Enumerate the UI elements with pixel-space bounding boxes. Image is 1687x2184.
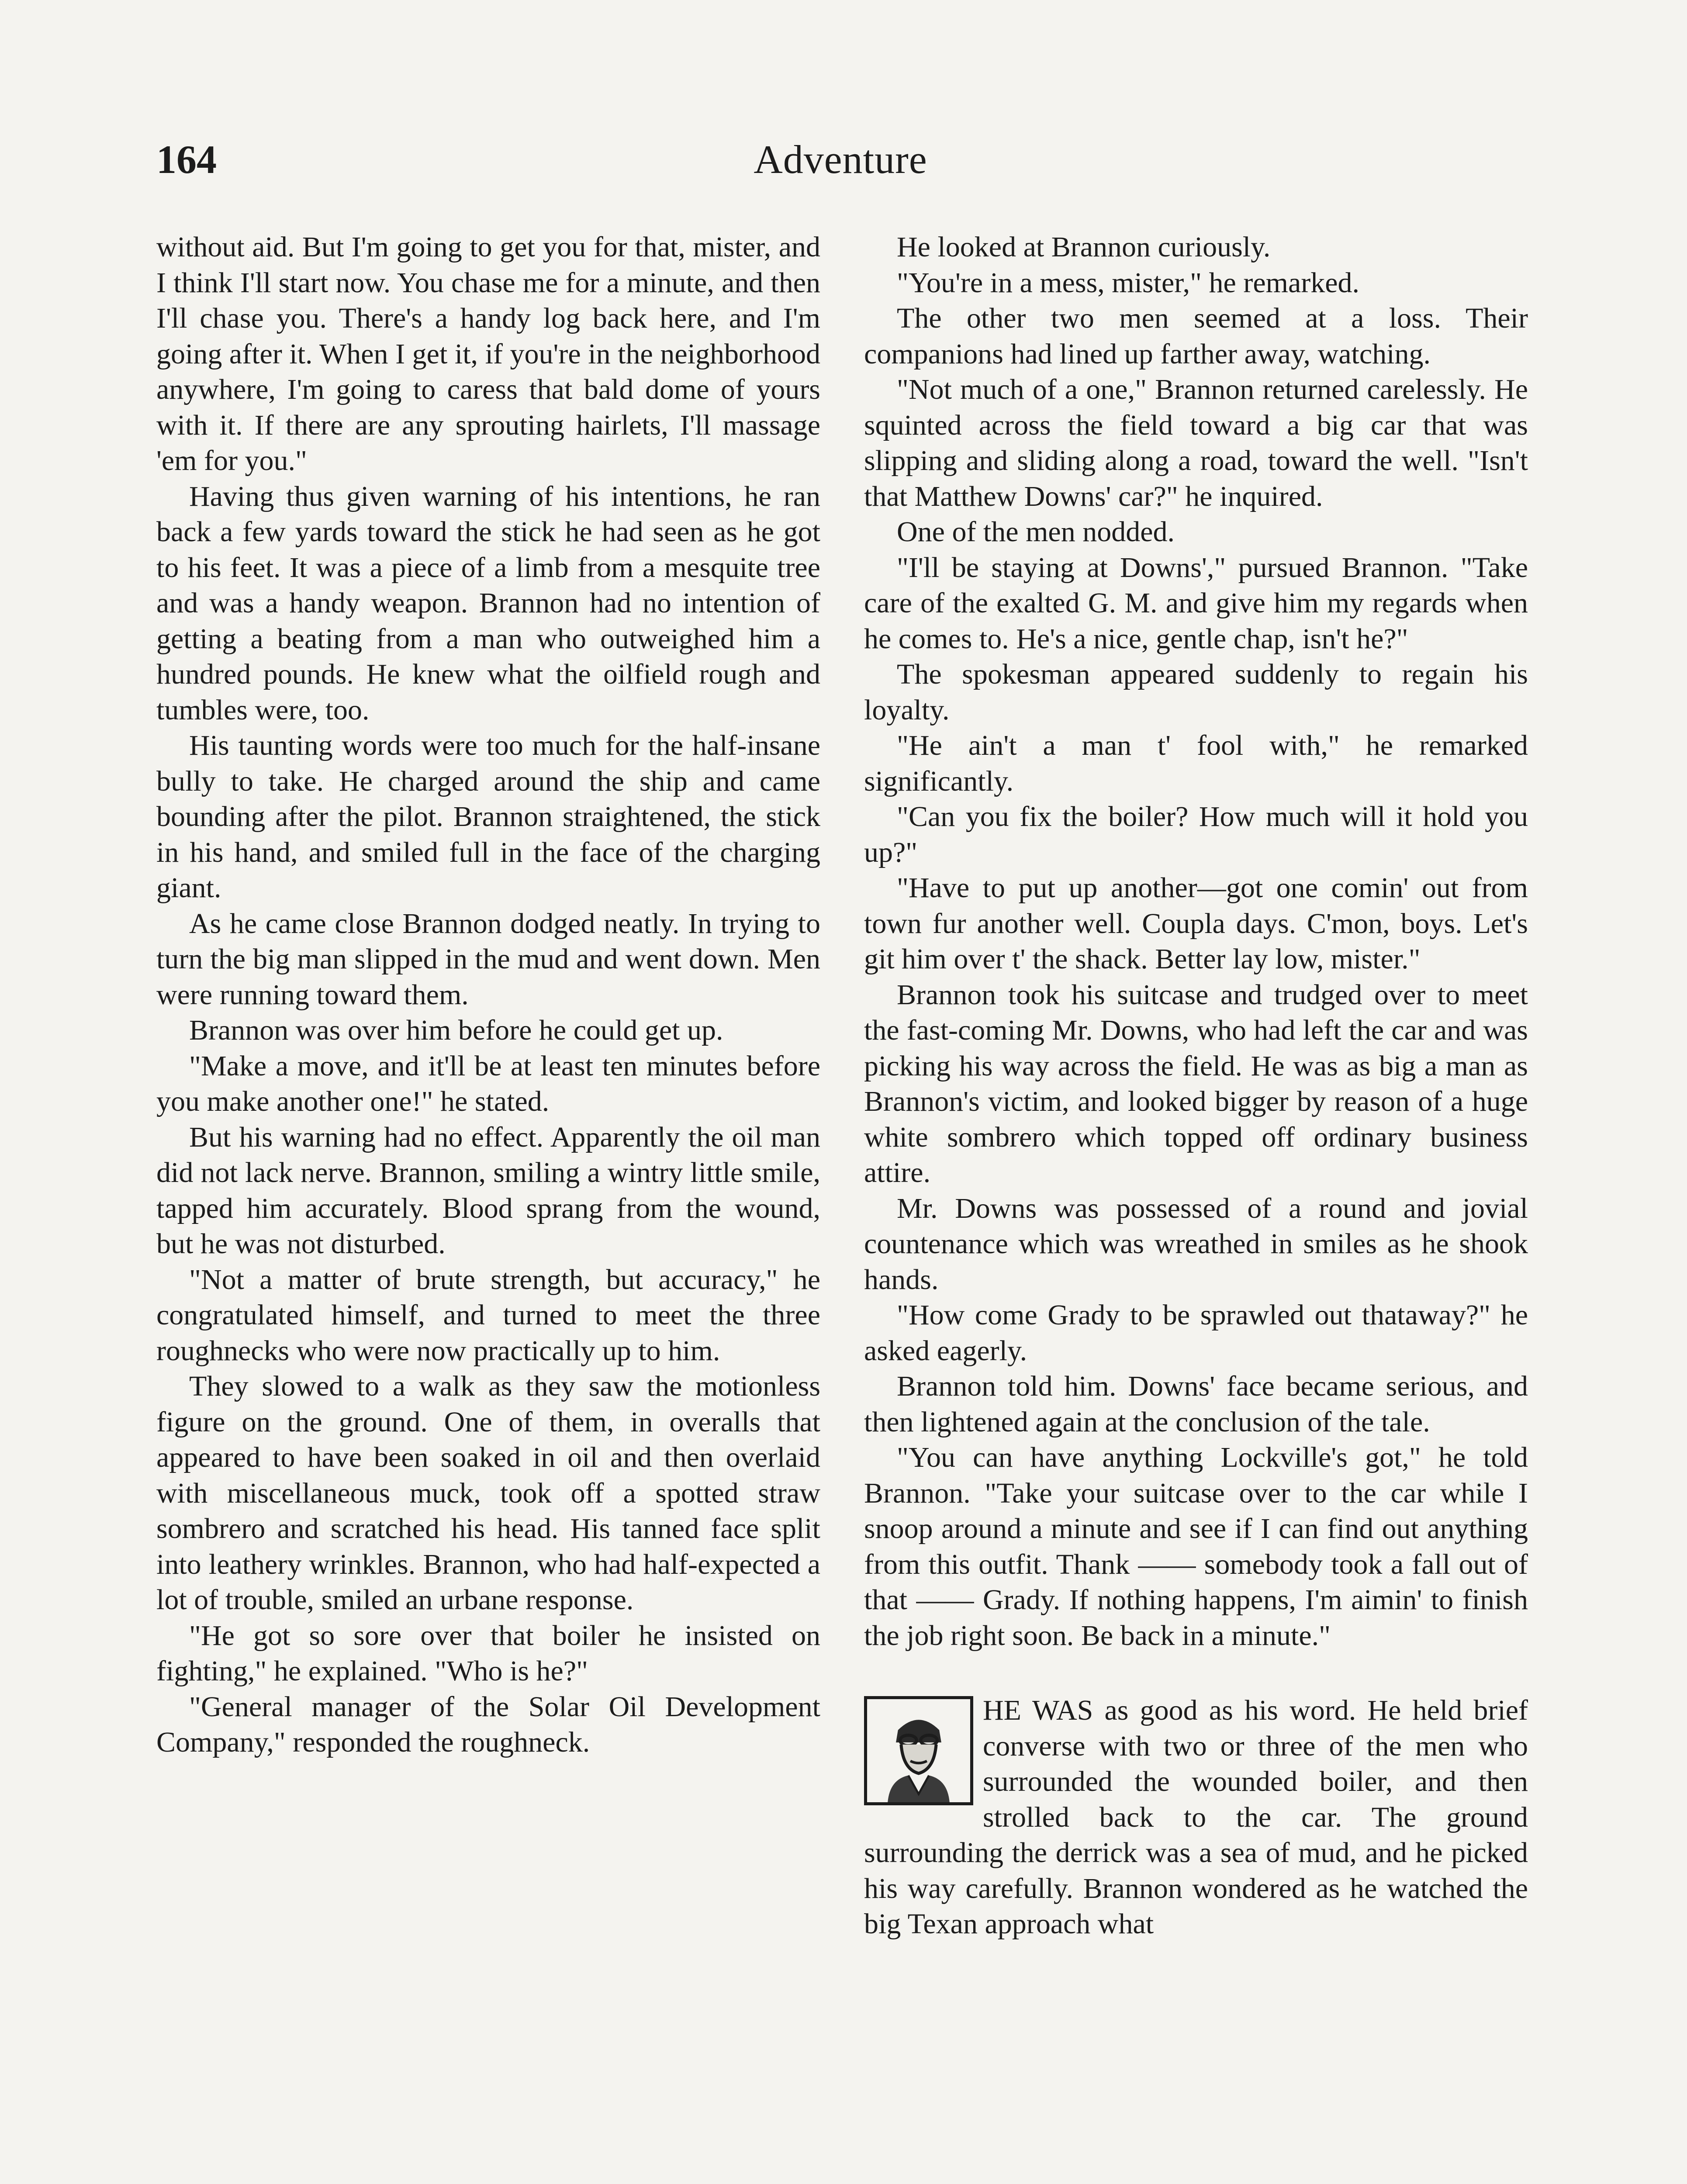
paragraph: "Make a move, and it'll be at least ten minutes before you make another one!" he stated.	[156, 1050, 820, 1117]
paragraph: "He ain't a man t' fool with," he remarked significantly.	[864, 729, 1528, 797]
paragraph: He looked at Brannon curiously.	[897, 231, 1271, 263]
paragraph: Brannon told him. Downs' face became serious, and then lightened again at the conclusion of the tale.	[864, 1370, 1528, 1438]
paragraph: "He got so sore over that boiler he insisted on fighting," he explained. "Who is he?"	[156, 1619, 820, 1687]
paragraph: Brannon took his suitcase and trudged over to meet the fast-coming Mr. Downs, who had left the car and was picking his way across the field. He was as big a man as Brannon's victim, and looked bigger by reason of a huge white sombrero which topped off ordinary business attire.	[864, 978, 1528, 1189]
paragraph: But his warning had no effect. Apparently the oil man did not lack nerve. Brannon, smiling a wintry little smile, tapped him accurately. Blood sprang from the wound, but he was not disturbed.	[156, 1121, 820, 1260]
paragraph: The spokesman appeared suddenly to regain his loyalty.	[864, 658, 1528, 726]
paragraph: They slowed to a walk as they saw the motionless figure on the ground. One of them, in overalls that appeared to have been soaked in oil and then overlaid with miscellaneous muck, took off a spotted straw sombrero and scratched his head. His tanned face split into leathery wrinkles. Brannon, who had half-expected a lot of trouble, smiled an urbane response.	[156, 1370, 820, 1616]
section-opening-paragraph	[864, 1693, 1528, 1942]
page-number: 164	[156, 137, 217, 182]
page-header	[156, 131, 1525, 205]
paragraph: "Have to put up another—got one comin' out from town fur another well. Coupla days. C'mon, boys. Let's git him over t' the shack. Better lay low, mister."	[864, 872, 1528, 975]
paragraph: His taunting words were too much for the half-insane bully to take. He charged around the ship and came bounding after the pilot. Brannon straightened, the stick in his hand, and smiled full in the face of the charging giant.	[156, 729, 820, 904]
paragraph: The other two men seemed at a loss. Their companions had lined up farther away, watching.	[864, 302, 1528, 370]
paragraph: "Not much of a one," Brannon returned carelessly. He squinted across the field toward a big car that was slipping and sliding along a road, toward the well. "Isn't that Matthew Downs' car?" he inquired.	[864, 373, 1528, 512]
paragraph: Brannon was over him before he could get up.	[189, 1014, 723, 1046]
paragraph: One of the men nodded.	[897, 516, 1175, 548]
aviator-portrait-icon-graphic	[867, 1699, 970, 1802]
paragraph: "You can have anything Lockville's got," he told Brannon. "Take your suitcase over to the car while I snoop around a minute and see if I can find out anything from this outfit. Thank —— somebody took a fall out of that —— Grady. If nothing happens, I'm aimin' to finish the job right soon. Be back in a minute."	[864, 1441, 1528, 1652]
paragraph: "General manager of the Solar Oil Development Company," responded the roughneck.	[156, 1690, 820, 1758]
running-title: Adventure	[754, 137, 927, 182]
paragraph: Mr. Downs was possessed of a round and jovial countenance which was wreathed in smiles as he shook hands.	[864, 1192, 1528, 1296]
paragraph: "I'll be staying at Downs'," pursued Brannon. "Take care of the exalted G. M. and give him my regards when he comes to. He's a nice, gentle chap, isn't he?"	[864, 551, 1528, 655]
section-opening-text: HE WAS as good as his word. He held brief converse with two or three of the men who surrounded the wounded boiler, and then strolled back to the car. The ground surrounding the derrick was a sea of mud, and he picked his way carefully. Brannon wondered as he watched the big Texan approach what	[864, 1694, 1528, 1940]
aviator-portrait-icon	[864, 1696, 973, 1805]
right-column	[864, 229, 1528, 1942]
paragraph: "Can you fix the boiler? How much will it hold you up?"	[864, 801, 1528, 868]
paragraph: "Not a matter of brute strength, but accuracy," he congratulated himself, and turned to meet the three roughnecks who were now practically up to him.	[156, 1263, 820, 1367]
paragraph: "You're in a mess, mister," he remarked.	[897, 266, 1360, 299]
paragraph: As he came close Brannon dodged neatly. In trying to turn the big man slipped in the mud and went down. Men were running toward them.	[156, 907, 820, 1011]
paragraph: Having thus given warning of his intentions, he ran back a few yards toward the stick he had seen as he got to his feet. It was a piece of a limb from a mesquite tree and was a handy weapon. Brannon had no intention of getting a beating from a man who outweighed him a hundred pounds. He knew what the oilfield rough and tumbles were, too.	[156, 480, 820, 726]
paragraph: without aid. But I'm going to get you for that, mister, and I think I'll start now. You chase me for a minute, and then I'll chase you. There's a handy log back here, and I'm going after it. When I get it, if you're in the neighborhood anywhere, I'm going to caress that bald dome of yours with it. If there are any sprouting hairlets, I'll massage 'em for you."	[156, 231, 820, 477]
paragraph: "How come Grady to be sprawled out thataway?" he asked eagerly.	[864, 1299, 1528, 1367]
section-break	[864, 1653, 1528, 1693]
left-column	[156, 229, 820, 1760]
